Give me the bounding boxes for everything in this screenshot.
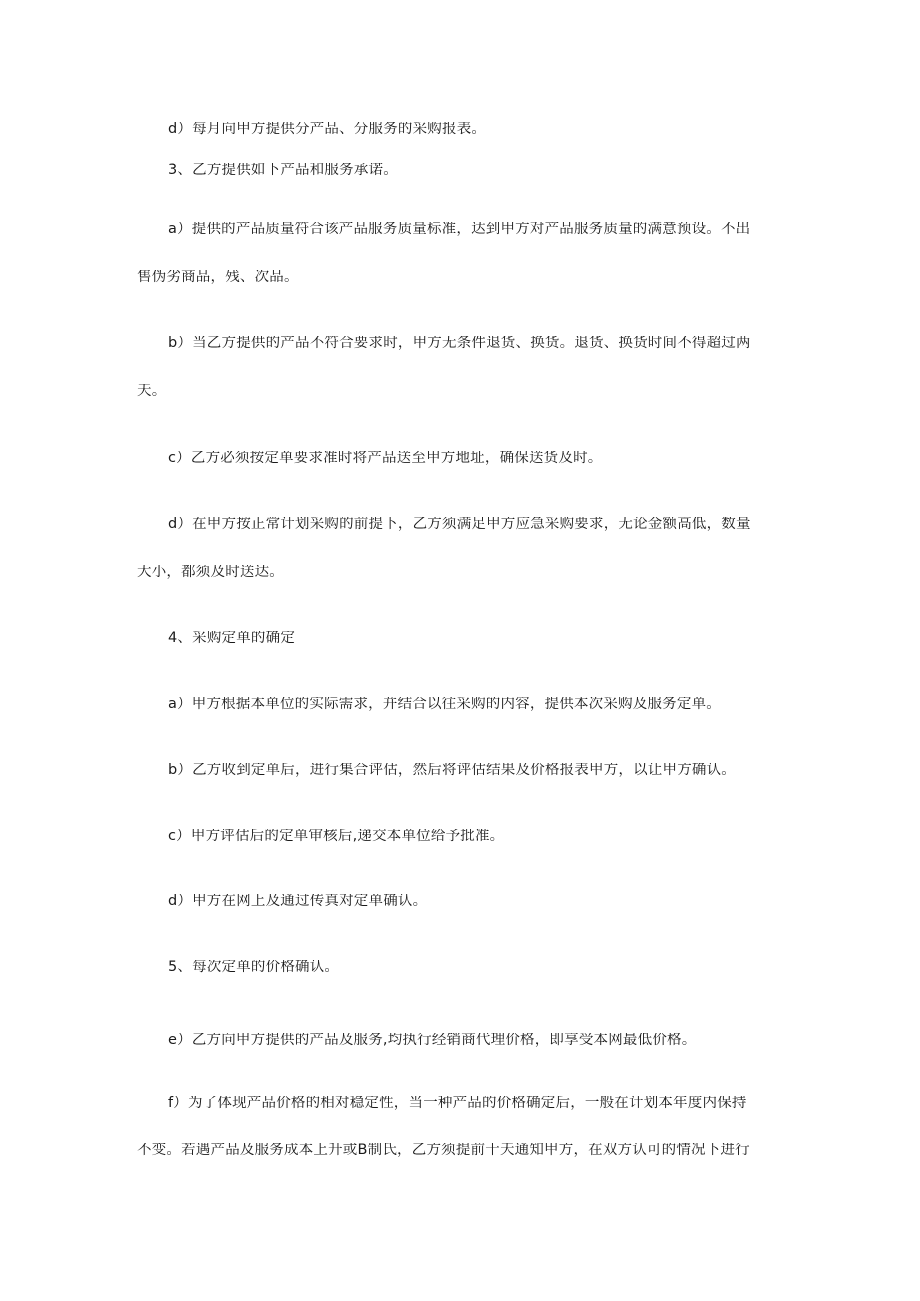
heading-4-order-confirmation: 4、采购定单的确定 [168,631,296,646]
paragraph-d-order-fax: d）甲方在网上及通过传真对定单确认。 [168,894,428,909]
paragraph-c-order-approval: c）甲方评估后的定单审核后,递交本单位给予批准。 [168,829,505,844]
paragraph-b-order-evaluation: b）乙方收到定单后，进行集合评估，然后将评估结果及价格报表甲方，以让甲方确认。 [168,763,737,778]
paragraph-b-returns-line2: 天。 [137,384,167,399]
paragraph-a-order-needs: a）甲方根据本单位的实际需求，并结合以往采购的内容，提供本次采购及服务定单。 [168,697,721,712]
paragraph-f-stability-line2: 不变。若遇产品及服务成本上升或B制氏，乙方须提前十天通知甲方，在双方认可的情况下进行 [137,1143,750,1158]
paragraph-a-quality-line1: a）提供的产品质量符合该产品服务质量标准，达到甲方对产品服务质量的满意预设。不出 [168,222,751,237]
paragraph-a-quality-line2: 售伪劣商品，残、次品。 [137,270,299,285]
paragraph-d-emergency-line1: d）在甲方按正常计划采购的前提下，乙方须满足甲方应急采购要求，无论金额高低，数量 [168,517,751,532]
paragraph-e-pricing: e）乙方向甲方提供的产品及服务,均执行经销商代理价格，即享受本网最低价格。 [168,1033,697,1048]
paragraph-c-delivery: c）乙方必须按定单要求准时将产品送至甲方地址，确保送货及时。 [168,451,603,466]
paragraph-f-stability-line1: f）为了体现产品价格的相对稳定性，当一种产品的价格确定后，一般在计划本年度内保持 [168,1096,747,1111]
paragraph-d-emergency-line2: 大小，都须及时送达。 [137,565,284,580]
paragraph-d-monthly-report: d）每月向甲方提供分产品、分服务的采购报表。 [168,122,487,137]
heading-3-commitments: 3、乙方提供如下产品和服务承诺。 [168,163,398,178]
heading-5-price-confirmation: 5、每次定单的价格确认。 [168,960,340,975]
paragraph-b-returns-line1: b）当乙方提供的产品不符合要求时，甲方无条件退货、换货。退货、换货时间不得超过两 [168,336,751,351]
